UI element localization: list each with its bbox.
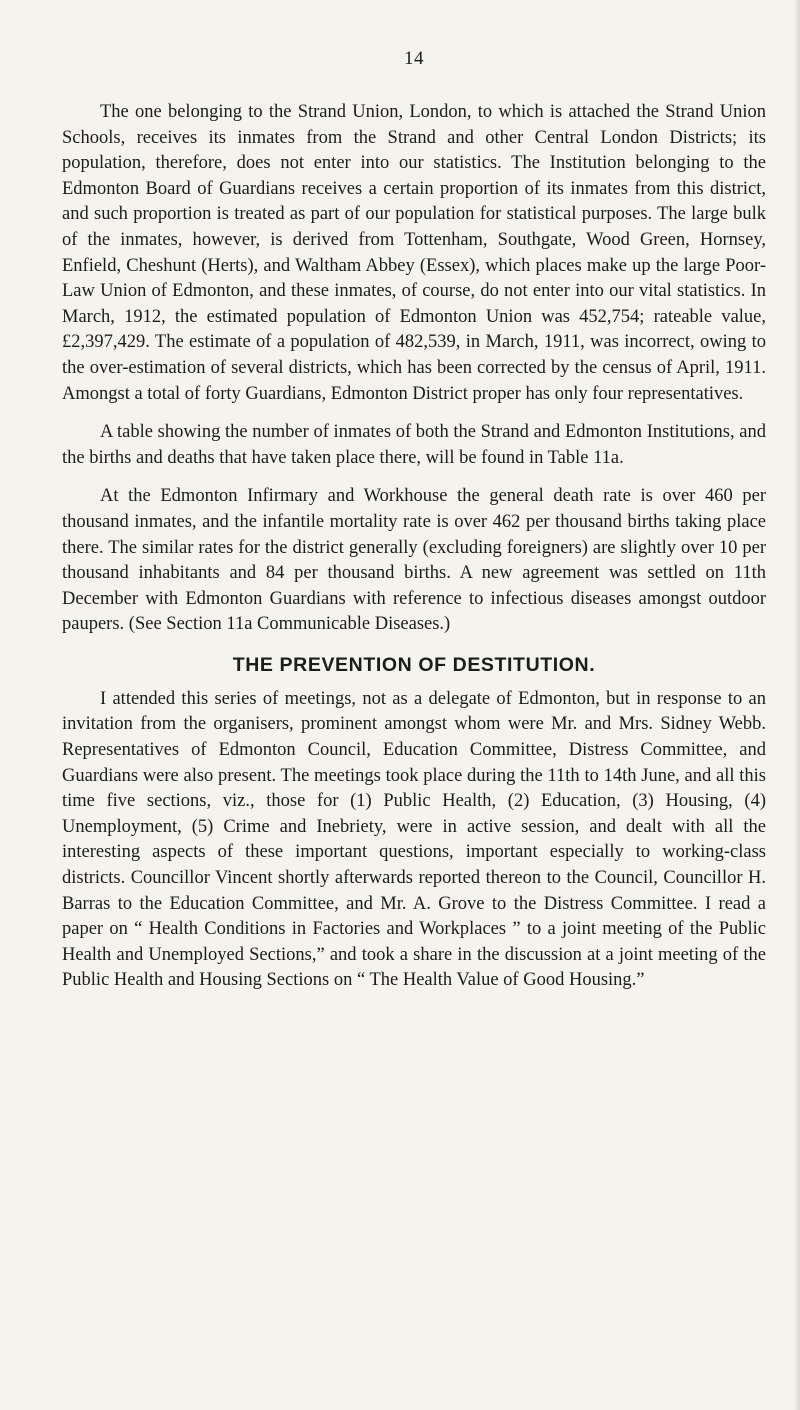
page-number: 14 (404, 48, 424, 69)
paragraph-meetings: I attended this series of meetings, not as a delegate of Edmonton, but in response to an invitation from the organisers, prominent amongst whom were Mr. and Mrs. Sidney Webb. Representatives of Edmonton Council, Education Committee, Distress Committee, and Guardians were also present. The meetings took place during the 11th to 14th June, and all this time five sections, viz., those for (1) Public Health, (2) Education, (3) Housing, (4) Unemployment, (5) Crime and Inebriety, were in active session, and dealt with all the interesting aspects of these important questions, important especially to working-class districts. Councillor Vincent shortly afterwards reported thereon to the Council, Councillor H. Barras to the Education Committee, and Mr. A. Grove to the Distress Committee. I read a paper on “ Health Conditions in Factories and Workplaces ” to a joint meeting of the Public Health and Unemployed Sections,” and took a share in the discussion at a joint meeting of the Public Health and Housing Sections on “ The Health Value of Good Housing.” (62, 688, 766, 991)
paragraph-death-rates: At the Edmonton Infirmary and Workhouse the general death rate is over 460 per thousand inmates, and the infantile mortality rate is over 462 per thousand births taking place there. The similar rates for the district generally (excluding foreigners) are slightly over 10 per thousand inhabitants and 84 per thousand births. A new agreement was settled on 11th December with Edmonton Guardians with reference to infectious diseases amongst outdoor paupers. (See Section 11a Communicable Diseases.) (62, 486, 766, 635)
paragraph-table-reference: A table showing the number of inmates of both the Strand and Edmonton Institutions, and the births and deaths that have taken place there, will be found in Table 11a. (62, 422, 766, 468)
section-heading: THE PREVENTION OF DESTITUTION. (232, 653, 596, 676)
page-edge-shadow (794, 0, 800, 1410)
paragraph-strand-union: The one belonging to the Strand Union, London, to which is attached the Strand Union Schools, receives its inmates from the Strand and other Central London Districts; its population, therefore, does not enter into our statistics. The Institution belonging to the Edmonton Board of Guardians receives a certain proportion of its inmates from this district, and such proportion is treated as part of our population for statistical purposes. The large bulk of the inmates, however, is derived from Tottenham, Southgate, Wood Green, Hornsey, Enfield, Cheshunt (Herts), and Waltham Abbey (Essex), which places make up the large Poor-Law Union of Edmonton, and these inmates, of course, do not enter into our vital statistics. In March, 1912, the estimated population of Edmonton Union was 452,754; rateable value, £2,397,429. The estimate of a population of 482,539, in March, 1911, was incorrect, owing to the over-estimation of several districts, which has been corrected by the census of April, 1911. Amongst a total of forty Guardians, Edmonton District proper has only four representatives. (62, 102, 766, 404)
